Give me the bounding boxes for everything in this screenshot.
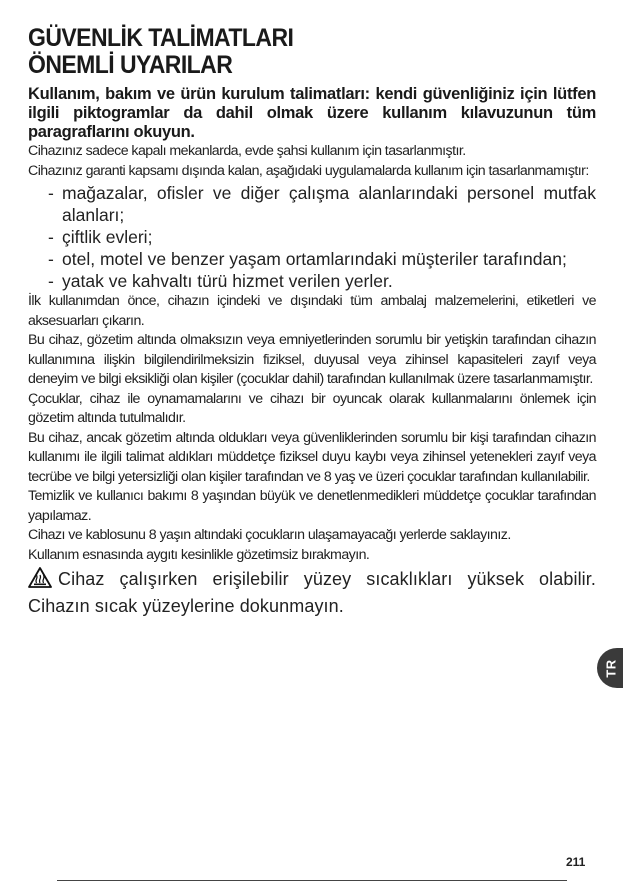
list-item: - otel, motel ve benzer yaşam ortamlarındaki müşteriler tarafından; (48, 249, 567, 269)
para-not-designed: Cihazınız garanti kapsamı dışında kalan, aşağıdaki uygulamalarda kullanım için tasarlanmamıştır: (28, 162, 589, 179)
title-line-1: GÜVENLİK TALİMATLARI (28, 24, 294, 52)
para-children-play: Çocuklar, cihaz ile oynamamalarını ve cihazı bir oyuncak olarak kullanmalarını önlemek için gözetim altında tutulmalıdır. (28, 390, 596, 426)
para-cable: Cihazı ve kablosunu 8 yaşın altındaki çocukların ulaşamayacağı yerlerde saklayınız. (28, 527, 511, 543)
para-cleaning: Temizlik ve kullanıcı bakımı 8 yaşından büyük ve denetlenmedikleri müddetçe çocuklar tarafından yapılamaz. (28, 488, 596, 524)
language-tab (597, 648, 623, 688)
para-household: Cihazınız sadece kapalı mekanlarda, evde şahsi kullanım için tasarlanmıştır. (28, 143, 466, 159)
hot-surface-warning-icon (28, 567, 52, 594)
page-title (28, 25, 551, 79)
para-unattended: Kullanım esnasında aygıtı kesinlikle gözetimsiz bırakmayın. (28, 546, 370, 563)
document-page (28, 25, 596, 618)
language-tab-label: TR (604, 658, 619, 678)
list-item: - çiftlik evleri; (48, 227, 153, 247)
usage-exclusion-list (28, 182, 596, 292)
hot-surface-warning (28, 567, 596, 618)
hot-surface-warning-text: Cihaz çalışırken erişilebilir yüzey sıcaklıkları yüksek olabilir. Cihazın sıcak yüzeylerine dokunmayın. (28, 569, 596, 616)
list-item: - yatak ve kahvaltı türü hizmet verilen yerler. (48, 271, 393, 291)
intro-bold-text: Kullanım, bakım ve ürün kurulum talimatları: kendi güvenliğiniz için lütfen ilgili piktogramlar da dahil olmak üzere kullanım kılavuzunun tüm paragraflarını okuyun. (28, 85, 596, 141)
page-number: 211 (566, 855, 586, 869)
list-item: - mağazalar, ofisler ve diğer çalışma alanlarındaki personel mutfak alanları; (48, 183, 596, 225)
para-age-8: Bu cihaz, ancak gözetim altında oldukları veya güvenliklerinden sorumlu bir kişi tarafından cihazın kullanımı ile ilgili talimat aldıkları müddetçe fiziksel duyu kaybı veya zihinsel yetenekleri zayıf veya tecrübe ve bilgi yetersizliği olan kişiler tarafından ve 8 yaş ve üzeri çocuklar tarafından kullanılabilir. (28, 429, 596, 485)
footer-divider (57, 880, 567, 881)
title-line-2: ÖNEMLİ UYARILAR (28, 51, 233, 79)
para-packaging: İlk kullanımdan önce, cihazın içindeki ve dışındaki tüm ambalaj malzemelerini, etiketleri ve aksesuarları çıkarın. (28, 293, 596, 329)
para-supervision: Bu cihaz, gözetim altında olmaksızın veya emniyetlerinden sorumlu bir yetişkin tarafından cihazın kullanımına ilişkin bilgilendirilmeksizin fiziksel, duyusal veya zihinsel kapasiteleri zayıf veya deneyim ve bilgi eksikliği olan kişiler (çocuklar dahil) tarafından kullanılmak üzere tasarlanmamıştır. (28, 332, 596, 387)
